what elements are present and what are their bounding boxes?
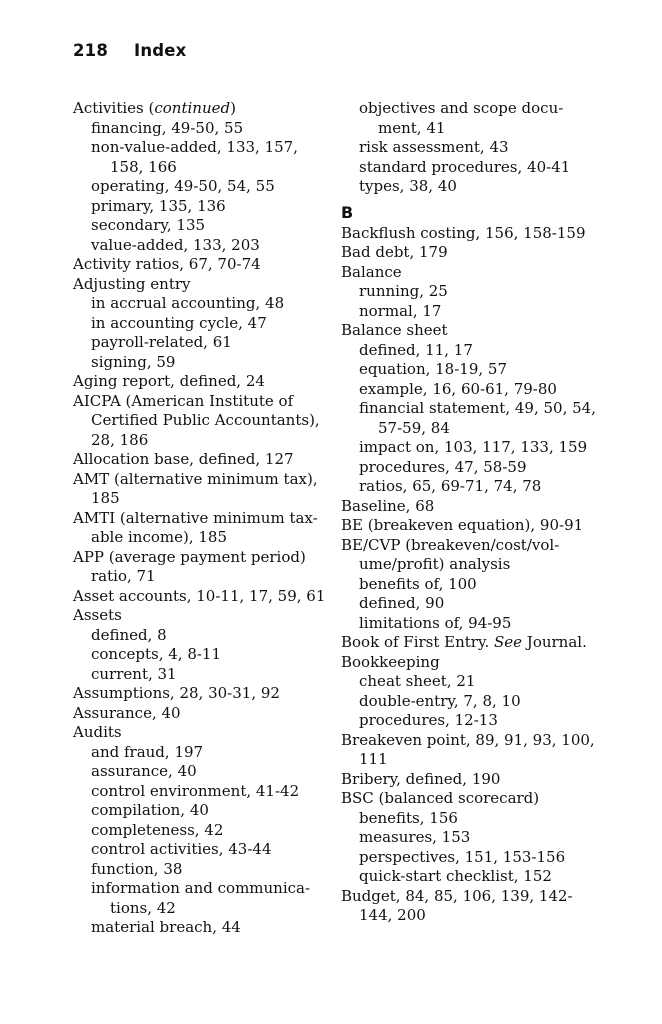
- index-subentry: [73, 411, 335, 431]
- index-subentry: [341, 614, 611, 634]
- entry-text: AMT (alternative minimum tax),: [73, 469, 318, 488]
- index-entry: [341, 633, 611, 653]
- entry-text: Book of First Entry.: [341, 633, 494, 651]
- entry-text: 185: [91, 489, 120, 507]
- index-subentry: [73, 801, 335, 821]
- index-subentry: [341, 477, 611, 497]
- entry-text: Bookkeeping: [341, 652, 440, 671]
- index-subentry: [341, 906, 611, 926]
- index-continuation: [341, 419, 611, 439]
- entry-text: normal, 17: [359, 301, 442, 320]
- entry-text: 158, 166: [110, 157, 177, 176]
- index-subentry: [341, 282, 611, 302]
- entry-text: Activities (: [73, 99, 155, 117]
- entry-text: Asset accounts, 10-11, 17, 59, 61: [73, 586, 326, 605]
- index-subentry: [341, 594, 611, 614]
- index-subentry: [341, 555, 611, 575]
- index-subentry: [341, 438, 611, 458]
- entry-text: defined, 90: [359, 594, 445, 612]
- index-subentry: [73, 138, 335, 158]
- index-subentry: [73, 743, 335, 763]
- entry-text: non-value-added, 133, 157,: [91, 138, 298, 156]
- index-continuation: [73, 899, 335, 919]
- index-entry: [73, 723, 335, 743]
- index-entry: [73, 450, 335, 470]
- index-entry: [341, 887, 611, 907]
- entry-text: Balance: [341, 262, 402, 281]
- entry-text: Budget, 84, 85, 106, 139, 142-: [341, 886, 573, 905]
- index-subentry: [341, 360, 611, 380]
- entry-text: signing, 59: [91, 352, 176, 371]
- entry-text: Bribery, defined, 190: [341, 769, 501, 788]
- index-subentry: [73, 879, 335, 899]
- entry-text: in accounting cycle, 47: [91, 313, 267, 332]
- entry-text: compilation, 40: [91, 801, 209, 819]
- index-entry: [341, 497, 611, 517]
- entry-text: able income), 185: [91, 528, 227, 546]
- index-subentry: [73, 626, 335, 646]
- entry-text: primary, 135, 136: [91, 196, 226, 215]
- index-subentry: [73, 177, 335, 197]
- entry-text: Bad debt, 179: [341, 243, 448, 261]
- index-entry: [73, 255, 335, 275]
- index-subentry: [341, 138, 611, 158]
- entry-text: benefits of, 100: [359, 574, 477, 593]
- entry-text: BSC (balanced scorecard): [341, 789, 540, 807]
- index-entry: [73, 587, 335, 607]
- entry-text: control environment, 41-42: [91, 781, 300, 800]
- entry-text: 28, 186: [91, 430, 149, 449]
- entry-text: Audits: [73, 723, 122, 741]
- entry-tail-text: ): [230, 99, 236, 117]
- entry-text: control activities, 43-44: [91, 840, 272, 858]
- index-subentry: [341, 177, 611, 197]
- index-subentry: [341, 672, 611, 692]
- index-subentry: [73, 236, 335, 256]
- index-entry: [73, 392, 335, 412]
- entry-text: 57-59, 84: [378, 418, 450, 437]
- entry-text: limitations of, 94-95: [359, 613, 512, 632]
- index-subentry: [341, 575, 611, 595]
- entry-text: defined, 8: [91, 625, 167, 644]
- index-subentry: [341, 711, 611, 731]
- page-title: Index: [134, 41, 187, 60]
- entry-text: Balance sheet: [341, 321, 448, 339]
- index-entry: [341, 770, 611, 790]
- index-column-left: [73, 99, 335, 938]
- entry-italic-text: See: [494, 633, 523, 651]
- entry-text: 144, 200: [359, 906, 426, 924]
- entry-text: quick-start checklist, 152: [359, 867, 552, 885]
- entry-text: tions, 42: [110, 898, 176, 917]
- entry-text: Allocation base, defined, 127: [73, 450, 294, 468]
- entry-text: procedures, 12-13: [359, 711, 498, 729]
- page-number: 218: [73, 41, 109, 60]
- index-entry: [73, 548, 335, 568]
- index-subentry: [341, 380, 611, 400]
- entry-text: equation, 18-19, 57: [359, 360, 508, 378]
- entry-text: Activity ratios, 67, 70-74: [73, 255, 261, 273]
- entry-text: Assets: [73, 606, 122, 624]
- index-entry: [341, 263, 611, 283]
- entry-text: perspectives, 151, 153-156: [359, 847, 566, 866]
- index-entry: [341, 321, 611, 341]
- entry-text: standard procedures, 40-41: [359, 157, 571, 176]
- index-continuation: [73, 158, 335, 178]
- index-entry: [73, 509, 335, 529]
- entry-text: value-added, 133, 203: [91, 235, 260, 254]
- entry-text: example, 16, 60-61, 79-80: [359, 379, 557, 398]
- entry-text: defined, 11, 17: [359, 340, 473, 359]
- index-subentry: [73, 197, 335, 217]
- entry-text: 111: [359, 750, 388, 768]
- index-subentry: [73, 294, 335, 314]
- index-subentry: [73, 782, 335, 802]
- index-subentry: [73, 314, 335, 334]
- entry-text: operating, 49-50, 54, 55: [91, 177, 275, 195]
- entry-text: BE (breakeven equation), 90-91: [341, 516, 584, 534]
- index-entry: [73, 275, 335, 295]
- entry-text: function, 38: [91, 859, 183, 878]
- entry-text: Baseline, 68: [341, 496, 435, 515]
- index-entry: [73, 99, 335, 119]
- entry-text: concepts, 4, 8-11: [91, 645, 222, 663]
- entry-text: in accrual accounting, 48: [91, 294, 285, 312]
- entry-text: ratios, 65, 69-71, 74, 78: [359, 477, 542, 495]
- index-subentry: [341, 158, 611, 178]
- index-subentry: [73, 821, 335, 841]
- entry-text: impact on, 103, 117, 133, 159: [359, 438, 588, 456]
- index-section-heading: B: [341, 202, 354, 222]
- entry-text: current, 31: [91, 664, 177, 683]
- entry-text: Assumptions, 28, 30-31, 92: [73, 684, 280, 702]
- entry-text: assurance, 40: [91, 762, 197, 780]
- entry-text: measures, 153: [359, 828, 471, 846]
- entry-text: cheat sheet, 21: [359, 672, 476, 690]
- index-subentry: [341, 828, 611, 848]
- index-subentry: [73, 762, 335, 782]
- index-subentry: [341, 302, 611, 322]
- entry-text: Breakeven point, 89, 91, 93, 100,: [341, 730, 595, 749]
- index-subentry: [73, 431, 335, 451]
- entry-text: benefits, 156: [359, 808, 458, 827]
- index-entry: [73, 606, 335, 626]
- entry-text: Adjusting entry: [73, 274, 191, 293]
- entry-text: completeness, 42: [91, 820, 224, 839]
- index-entry: [341, 243, 611, 263]
- entry-tail-text: Journal.: [522, 633, 587, 651]
- index-subentry: [341, 750, 611, 770]
- index-subentry: [73, 567, 335, 587]
- entry-text: APP (average payment period): [73, 547, 306, 566]
- index-continuation: [341, 119, 611, 139]
- index-subentry: [73, 528, 335, 548]
- entry-text: and fraud, 197: [91, 742, 204, 761]
- index-subentry: [73, 840, 335, 860]
- page-header: [73, 41, 187, 60]
- entry-text: AICPA (American Institute of: [73, 391, 294, 410]
- entry-text: financial statement, 49, 50, 54,: [359, 399, 596, 417]
- entry-text: objectives and scope docu-: [359, 99, 564, 117]
- index-subentry: [73, 119, 335, 139]
- entry-text: Assurance, 40: [73, 703, 181, 722]
- index-subentry: [341, 99, 611, 119]
- index-subentry: [341, 692, 611, 712]
- index-subentry: [341, 867, 611, 887]
- entry-text: financing, 49-50, 55: [91, 118, 244, 137]
- index-entry: [73, 704, 335, 724]
- entry-text: double-entry, 7, 8, 10: [359, 691, 521, 710]
- entry-text: secondary, 135: [91, 216, 206, 234]
- index-entry: [341, 224, 611, 244]
- index-entry: [341, 536, 611, 556]
- index-subentry: [341, 809, 611, 829]
- index-subentry: [73, 353, 335, 373]
- index-subentry: [73, 216, 335, 236]
- entry-text: running, 25: [359, 282, 448, 300]
- index-subentry: [341, 399, 611, 419]
- index-entry: [341, 516, 611, 536]
- entry-text: types, 38, 40: [359, 177, 457, 195]
- index-entry: [73, 684, 335, 704]
- index-entry: [341, 789, 611, 809]
- entry-text: procedures, 47, 58-59: [359, 457, 527, 476]
- index-subentry: [73, 918, 335, 938]
- index-subentry: [73, 489, 335, 509]
- index-entry: [341, 653, 611, 673]
- entry-text: payroll-related, 61: [91, 333, 232, 351]
- entry-text: AMTI (alternative minimum tax-: [73, 508, 318, 527]
- index-subentry: [341, 848, 611, 868]
- index-entry: [73, 470, 335, 490]
- entry-text: Aging report, defined, 24: [73, 372, 265, 390]
- index-subentry: [73, 665, 335, 685]
- index-column-right: [341, 99, 611, 926]
- index-entry: [73, 372, 335, 392]
- entry-text: ume/profit) analysis: [359, 555, 511, 573]
- entry-text: Certified Public Accountants),: [91, 411, 320, 429]
- index-subentry: [341, 341, 611, 361]
- entry-text: ment, 41: [378, 118, 446, 137]
- index-subentry: [341, 458, 611, 478]
- index-subentry: [73, 860, 335, 880]
- index-subentry: [73, 333, 335, 353]
- entry-text: ratio, 71: [91, 567, 156, 585]
- entry-italic-text: continued: [154, 99, 231, 117]
- entry-text: material breach, 44: [91, 918, 241, 936]
- entry-text: information and communica-: [91, 879, 311, 897]
- entry-text: BE/CVP (breakeven/cost/vol-: [341, 535, 560, 554]
- index-entry: [341, 731, 611, 751]
- entry-text: Backflush costing, 156, 158-159: [341, 223, 586, 242]
- entry-text: risk assessment, 43: [359, 138, 509, 156]
- index-subentry: [73, 645, 335, 665]
